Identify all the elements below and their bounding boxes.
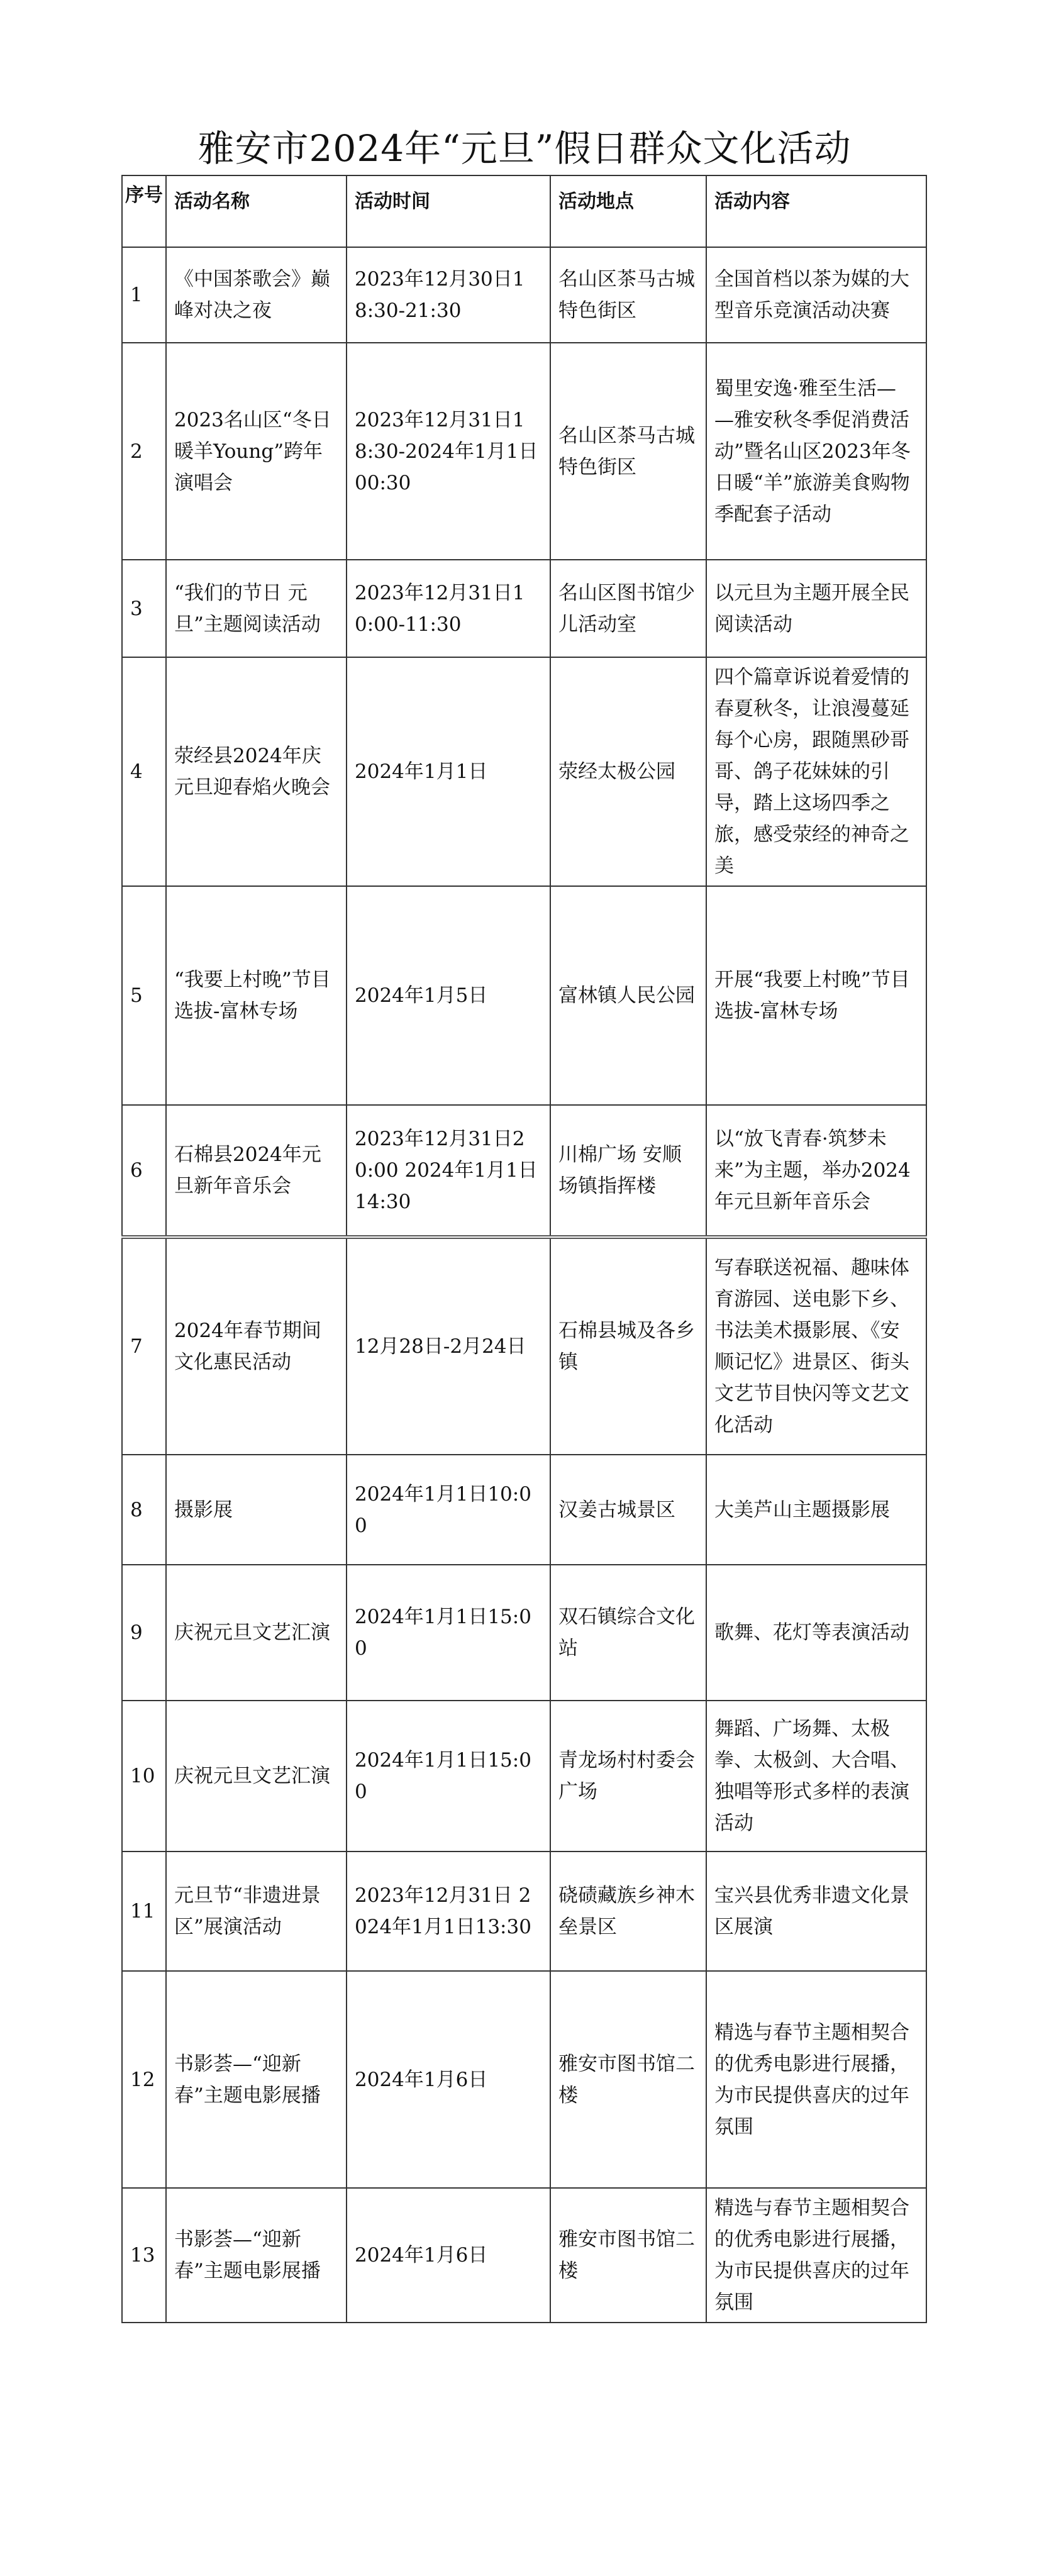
cell-no: 10 — [122, 1701, 166, 1852]
cell-time: 2024年1月6日 — [347, 1971, 550, 2188]
table-row — [122, 1701, 926, 1852]
events-table — [121, 175, 927, 2323]
cell-no: 2 — [122, 343, 166, 560]
cell-name: 石棉县2024年元旦新年音乐会 — [166, 1105, 347, 1237]
cell-name: “我们的节日 元旦”主题阅读活动 — [166, 560, 347, 657]
header-location: 活动地点 — [550, 175, 706, 247]
cell-time: 2024年1月5日 — [347, 886, 550, 1105]
cell-location: 雅安市图书馆二楼 — [550, 2188, 706, 2323]
cell-content: 蜀里安逸·雅至生活— —雅安秋冬季促消费活动”暨名山区2023年冬日暖“羊”旅游美食购物季配套子活动 — [706, 343, 926, 560]
cell-location: 硗碛藏族乡神木垒景区 — [550, 1852, 706, 1971]
cell-no: 12 — [122, 1971, 166, 2188]
cell-name: 庆祝元旦文艺汇演 — [166, 1565, 347, 1701]
cell-time: 2023年12月31日20:00 2024年1月1日14:30 — [347, 1105, 550, 1237]
cell-content: 以“放飞青春·筑梦未来”为主题，举办2024年元旦新年音乐会 — [706, 1105, 926, 1237]
table-row — [122, 1971, 926, 2188]
cell-time: 2024年1月1日15:00 — [347, 1565, 550, 1701]
cell-no: 11 — [122, 1852, 166, 1971]
cell-no: 13 — [122, 2188, 166, 2323]
cell-content: 歌舞、花灯等表演活动 — [706, 1565, 926, 1701]
cell-no: 6 — [122, 1105, 166, 1237]
cell-location: 青龙场村村委会广场 — [550, 1701, 706, 1852]
table-row — [122, 1565, 926, 1701]
cell-content: 大美芦山主题摄影展 — [706, 1455, 926, 1565]
cell-name: 庆祝元旦文艺汇演 — [166, 1701, 347, 1852]
cell-content: 宝兴县优秀非遗文化景区展演 — [706, 1852, 926, 1971]
cell-time: 2023年12月31日18:30-2024年1月1日00:30 — [347, 343, 550, 560]
table-row — [122, 657, 926, 886]
cell-no: 9 — [122, 1565, 166, 1701]
cell-name: 书影荟—“迎新春”主题电影展播 — [166, 1971, 347, 2188]
header-time: 活动时间 — [347, 175, 550, 247]
table-row — [122, 343, 926, 560]
cell-location: 双石镇综合文化站 — [550, 1565, 706, 1701]
cell-name: 荥经县2024年庆元旦迎春焰火晚会 — [166, 657, 347, 886]
cell-location: 富林镇人民公园 — [550, 886, 706, 1105]
page-title: 雅安市2024年“元旦”假日群众文化活动 — [197, 127, 852, 170]
table-row — [122, 1852, 926, 1971]
cell-content: 以元旦为主题开展全民阅读活动 — [706, 560, 926, 657]
cell-content: 精选与春节主题相契合的优秀电影进行展播，为市民提供喜庆的过年氛围 — [706, 2188, 926, 2323]
cell-location: 川棉广场 安顺场镇指挥楼 — [550, 1105, 706, 1237]
cell-no: 5 — [122, 886, 166, 1105]
cell-location: 名山区图书馆少儿活动室 — [550, 560, 706, 657]
header-content: 活动内容 — [706, 175, 926, 247]
cell-no: 3 — [122, 560, 166, 657]
cell-no: 4 — [122, 657, 166, 886]
cell-name: 摄影展 — [166, 1455, 347, 1565]
cell-name: 书影荟—“迎新春”主题电影展播 — [166, 2188, 347, 2323]
cell-location: 雅安市图书馆二楼 — [550, 1971, 706, 2188]
table-row — [122, 1237, 926, 1455]
cell-no: 8 — [122, 1455, 166, 1565]
cell-name: 《中国茶歌会》巅峰对决之夜 — [166, 247, 347, 343]
header-name: 活动名称 — [166, 175, 347, 247]
cell-no: 1 — [122, 247, 166, 343]
header-no: 序号 — [122, 175, 166, 247]
cell-content: 舞蹈、广场舞、太极拳、太极剑、大合唱、独唱等形式多样的表演活动 — [706, 1701, 926, 1852]
cell-time: 2023年12月30日18:30-21:30 — [347, 247, 550, 343]
cell-location: 名山区茶马古城特色街区 — [550, 343, 706, 560]
cell-content: 开展“我要上村晚”节目选拔-富林专场 — [706, 886, 926, 1105]
table-row — [122, 1455, 926, 1565]
cell-content: 四个篇章诉说着爱情的春夏秋冬，让浪漫蔓延每个心房，跟随黑砂哥哥、鸽子花妹妹的引导，踏上这场四季之旅，感受荥经的神奇之美 — [706, 657, 926, 886]
cell-time: 2023年12月31日 2024年1月1日13:30 — [347, 1852, 550, 1971]
cell-name: 元旦节“非遗进景区”展演活动 — [166, 1852, 347, 1971]
cell-location: 汉姜古城景区 — [550, 1455, 706, 1565]
cell-content: 全国首档以茶为媒的大型音乐竞演活动决赛 — [706, 247, 926, 343]
cell-name: 2023名山区“冬日暖羊Young”跨年演唱会 — [166, 343, 347, 560]
cell-location: 名山区茶马古城特色街区 — [550, 247, 706, 343]
cell-time: 12月28日-2月24日 — [347, 1237, 550, 1455]
cell-content: 精选与春节主题相契合的优秀电影进行展播，为市民提供喜庆的过年氛围 — [706, 1971, 926, 2188]
table-header-row — [122, 175, 926, 247]
cell-time: 2024年1月6日 — [347, 2188, 550, 2323]
cell-name: 2024年春节期间文化惠民活动 — [166, 1237, 347, 1455]
cell-time: 2024年1月1日 — [347, 657, 550, 886]
cell-location: 荥经太极公园 — [550, 657, 706, 886]
cell-no: 7 — [122, 1237, 166, 1455]
cell-time: 2024年1月1日15:00 — [347, 1701, 550, 1852]
cell-location: 石棉县城及各乡镇 — [550, 1237, 706, 1455]
cell-time: 2023年12月31日10:00-11:30 — [347, 560, 550, 657]
cell-content: 写春联送祝福、趣味体育游园、送电影下乡、书法美术摄影展、《安顺记忆》进景区、街头文艺节目快闪等文艺文化活动 — [706, 1237, 926, 1455]
table-row — [122, 1105, 926, 1237]
table-row — [122, 2188, 926, 2323]
table-row — [122, 560, 926, 657]
cell-name: “我要上村晚”节目选拔-富林专场 — [166, 886, 347, 1105]
cell-time: 2024年1月1日10:00 — [347, 1455, 550, 1565]
table-row — [122, 886, 926, 1105]
table-row — [122, 247, 926, 343]
